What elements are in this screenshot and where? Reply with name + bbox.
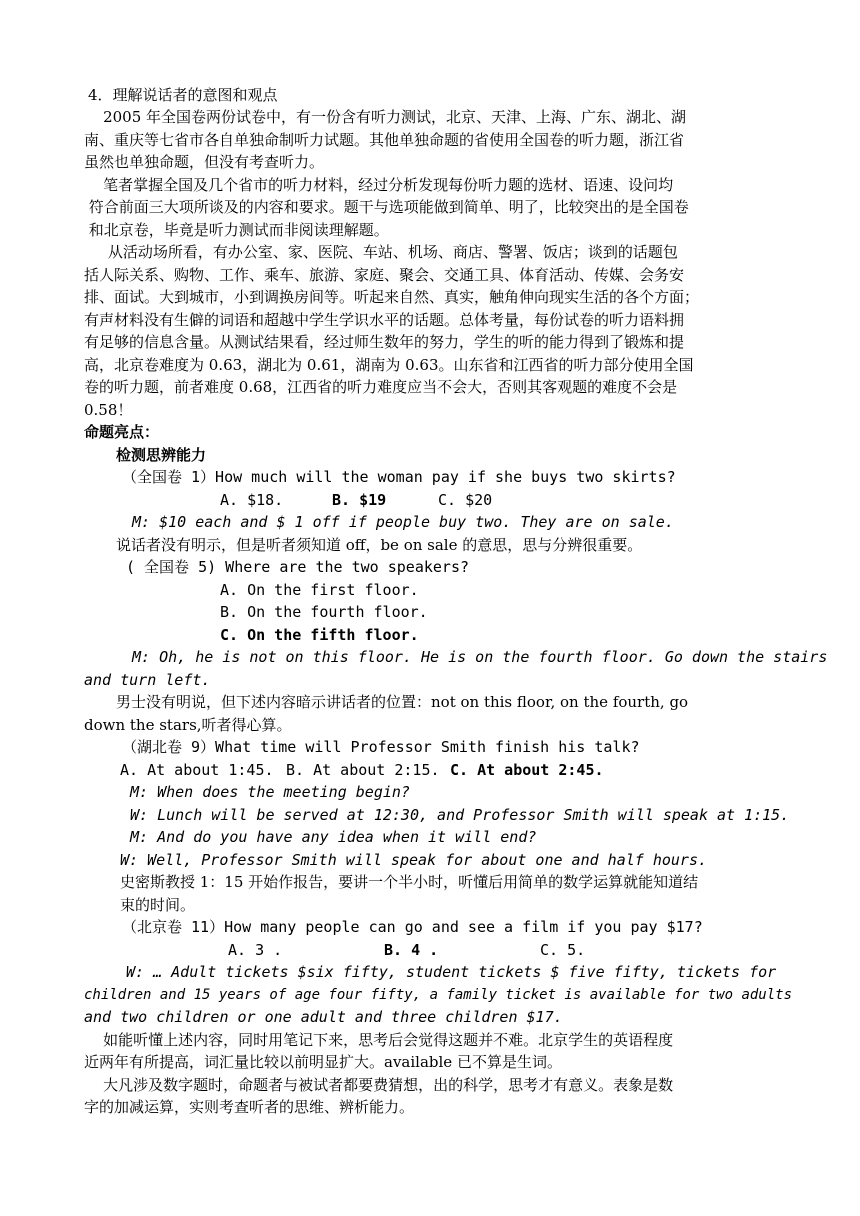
paragraph-line: 近两年有所提高，词汇量比较以前明显扩大。available 已不算是生词。 bbox=[84, 1053, 562, 1071]
dialogue-line: and two children or one adult and three children $17. bbox=[84, 1008, 563, 1026]
paragraph-line: 卷的听力题，前者难度 0.68，江西省的听力难度应当不会大，否则其客观题的难度不会是 bbox=[84, 378, 678, 396]
paragraph-line: 大凡涉及数字题时，命题者与被试者都要费猜想，出的科学，思考才有意义。表象是数 bbox=[84, 1076, 674, 1094]
question-text: （全国卷 1）How much will the woman pay if she buys two skirts? bbox=[122, 468, 676, 486]
paragraph-line: 南、重庆等七省市各自单独命制听力试题。其他单独命题的省使用全国卷的听力题，浙江省 bbox=[84, 131, 685, 149]
paragraph-line: 高，北京卷难度为 0.63，湖北为 0.61，湖南为 0.63。山东省和江西省的听力部分使用全国 bbox=[84, 356, 694, 374]
option-a: A. On the first floor. bbox=[220, 581, 419, 599]
paragraph-line: 如能听懂上述内容，同时用笔记下来，思考后会觉得这题并不难。北京学生的英语程度 bbox=[84, 1031, 674, 1049]
explanation-line: down the stars,听者得心算。 bbox=[84, 716, 292, 734]
explanation-line: 说话者没有明示，但是听者须知道 off，be on sale 的意思，思与分辨很重要。 bbox=[116, 536, 643, 554]
option-c-answer: C. On the fifth floor. bbox=[220, 626, 419, 644]
paragraph-line: 有足够的信息含量。从测试结果看，经过师生数年的努力，学生的听的能力得到了锻炼和提 bbox=[84, 333, 685, 351]
paragraph-line: 和北京卷，毕竟是听力测试而非阅读理解题。 bbox=[84, 221, 389, 239]
dialogue-line: and turn left. bbox=[84, 671, 211, 689]
dialogue-line: M: When does the meeting begin? bbox=[130, 783, 410, 801]
option-c-answer: C. At about 2:45. bbox=[450, 761, 604, 779]
paragraph-line: 笔者掌握全国及几个省市的听力材料，经过分析发现每份听力题的选材、语速、设问均 bbox=[84, 176, 674, 194]
dialogue-line: children and 15 years of age four fifty, a family ticket is available for two adults bbox=[84, 987, 793, 1003]
section-subheading: 命题亮点： bbox=[84, 423, 160, 441]
section-heading: 4．理解说话者的意图和观点 bbox=[88, 86, 278, 104]
option-a: A. At about 1:45. bbox=[120, 761, 274, 779]
dialogue-line: M: $10 each and $ 1 off if people buy two. They are on sale. bbox=[132, 513, 674, 531]
explanation-line: 男士没有明说，但下述内容暗示讲话者的位置：not on this floor, on the fourth, go bbox=[116, 693, 689, 711]
paragraph-line: 0.58！ bbox=[84, 401, 133, 419]
paragraph-line: 括人际关系、购物、工作、乘车、旅游、家庭、聚会、交通工具、体育活动、传媒、会务安 bbox=[84, 266, 685, 284]
option-b: B. On the fourth floor. bbox=[220, 603, 428, 621]
question-text: ( 全国卷 5) Where are the two speakers? bbox=[126, 558, 470, 576]
explanation-line: 史密斯教授 1：15 开始作报告，要讲一个半小时，听懂后用简单的数学运算就能知道结 bbox=[120, 873, 699, 891]
option-b: B. At about 2:15. bbox=[286, 761, 440, 779]
paragraph-line: 2005 年全国卷两份试卷中，有一份含有听力测试，北京、天津、上海、广东、湖北、湖 bbox=[84, 108, 687, 126]
option-a: A. $18. bbox=[220, 491, 284, 509]
paragraph-line: 虽然也单独命题，但没有考查听力。 bbox=[84, 153, 325, 171]
dialogue-line: W: … Adult tickets $six fifty, student tickets $ five fifty, tickets for bbox=[126, 963, 777, 981]
dialogue-line: W: Lunch will be served at 12:30, and Professor Smith will speak at 1:15. bbox=[130, 806, 790, 824]
subsection-title: 检测思辨能力 bbox=[116, 446, 207, 464]
paragraph-line: 字的加减运算，实则考查听者的思维、辨析能力。 bbox=[84, 1098, 415, 1116]
option-c: C. 5. bbox=[540, 941, 586, 959]
dialogue-line: W: Well, Professor Smith will speak for about one and half hours. bbox=[120, 851, 707, 869]
dialogue-line: M: Oh, he is not on this floor. He is on the fourth floor. Go down the stairs bbox=[132, 648, 828, 666]
question-text: （湖北卷 9）What time will Professor Smith finish his talk? bbox=[122, 738, 640, 756]
explanation-line: 束的时间。 bbox=[120, 896, 196, 914]
option-c: C. $20 bbox=[438, 491, 493, 509]
dialogue-line: M: And do you have any idea when it will end? bbox=[130, 828, 537, 846]
paragraph-line: 排、面试。大到城市，小到调换房间等。听起来自然、真实，触角伸向现实生活的各个方面； bbox=[84, 288, 700, 306]
paragraph-line: 符合前面三大项所谈及的内容和要求。题干与选项能做到简单、明了，比较突出的是全国卷 bbox=[84, 198, 689, 216]
option-a: A. 3 . bbox=[228, 941, 283, 959]
option-b-answer: B. $19 bbox=[332, 491, 387, 509]
paragraph-line: 从活动场所看，有办公室、家、医院、车站、机场、商店、警署、饭店；谈到的话题包 bbox=[84, 243, 678, 261]
paragraph-line: 有声材料没有生僻的词语和超越中学生学识水平的话题。总体考量，每份试卷的听力语料拥 bbox=[84, 311, 685, 329]
option-b-answer: B. 4 . bbox=[384, 941, 439, 959]
question-text: （北京卷 11）How many people can go and see a film if you pay $17? bbox=[122, 918, 703, 936]
